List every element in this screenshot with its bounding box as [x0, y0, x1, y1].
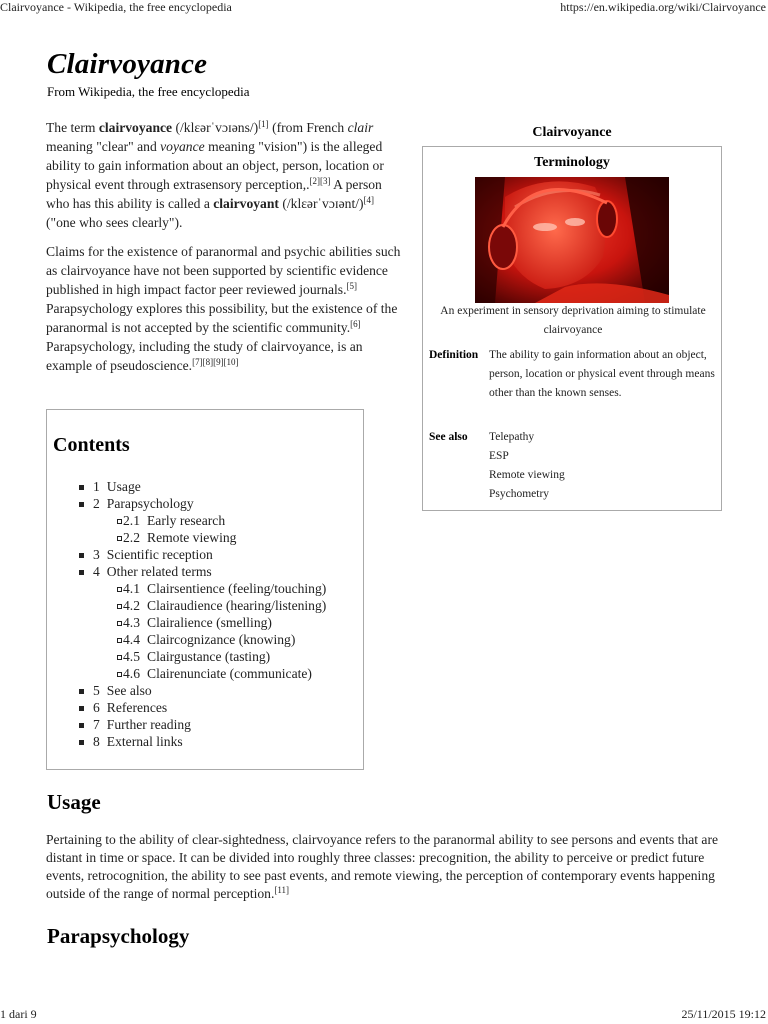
toc-number: 5	[93, 683, 100, 698]
toc-item-clairalience[interactable]	[79, 614, 326, 631]
text-run: A person who has this ability is called a	[46, 177, 382, 211]
bullet-icon	[79, 570, 84, 575]
toc-link-text[interactable]: Claircognizance (knowing)	[147, 632, 296, 647]
definition-label: Definition	[429, 349, 479, 361]
toc-number: 6	[93, 700, 100, 715]
infobox-image[interactable]	[475, 177, 669, 303]
text-run: The term	[46, 120, 99, 135]
italic-term: voyance	[160, 139, 205, 154]
bullet-icon	[79, 723, 84, 728]
sensory-deprivation-photo	[475, 177, 669, 303]
toc-link-text[interactable]: Clairenunciate (communicate)	[147, 666, 312, 681]
toc-item-usage[interactable]	[79, 478, 326, 495]
toc-link-text[interactable]: Clairaudience (hearing/listening)	[147, 598, 327, 613]
bullet-icon	[79, 502, 84, 507]
toc-number: 2.1	[123, 513, 140, 528]
text-run: Parapsychology, including the study of clairvoyance, is an example of pseudoscience.	[46, 339, 363, 373]
toc-link-text[interactable]: Further reading	[106, 717, 191, 732]
bullet-icon	[117, 519, 122, 524]
toc-item-further-reading[interactable]	[79, 716, 326, 733]
citation-link[interactable]: [2][3]	[309, 176, 331, 186]
pronunciation[interactable]: (/klɛərˈvɔɪəns/)	[172, 120, 259, 135]
toc-item-early-research[interactable]	[79, 512, 326, 529]
citation-link[interactable]: [5]	[346, 281, 357, 291]
toc-item-clairsentience[interactable]	[79, 580, 326, 597]
bullet-icon	[79, 706, 84, 711]
toc-number: 2	[93, 496, 100, 511]
print-timestamp: 25/11/2015 19:12	[681, 1007, 766, 1021]
page-counter: 1 dari 9	[0, 1007, 37, 1021]
toc-item-other-related-terms[interactable]	[79, 563, 326, 580]
bullet-icon	[79, 689, 84, 694]
infobox	[422, 146, 722, 511]
bullet-icon	[117, 672, 122, 677]
citation-link[interactable]: [7][8][9][10]	[192, 357, 239, 367]
infobox-subheading: Terminology	[534, 155, 610, 170]
usage-paragraph	[46, 831, 726, 903]
toc-link-text[interactable]: External links	[106, 734, 183, 749]
bullet-icon	[117, 655, 122, 660]
page-tagline: From Wikipedia, the free encyclopedia	[47, 84, 250, 99]
text-run: meaning "vision") is the alleged ability to gain information about an object, person, location or physical event through extrasensory perception,.	[46, 139, 384, 192]
section-heading-usage: Usage	[47, 790, 101, 814]
see-also-link-psychometry[interactable]: Psychometry	[489, 488, 550, 500]
toc-number: 4.1	[123, 581, 140, 596]
toc-link-text[interactable]: Remote viewing	[147, 530, 237, 545]
print-footer	[0, 1008, 768, 1024]
toc-number: 4.6	[123, 666, 140, 681]
italic-term: clair	[347, 120, 374, 135]
toc-item-references[interactable]	[79, 699, 326, 716]
toc-link-text[interactable]: Scientific reception	[106, 547, 213, 562]
toc-item-parapsychology[interactable]	[79, 495, 326, 512]
bullet-icon	[79, 485, 84, 490]
print-header	[0, 0, 768, 16]
see-also-label: See also	[429, 431, 468, 443]
citation-link[interactable]: [4]	[363, 195, 375, 205]
print-header-url: https://en.wikipedia.org/wiki/Clairvoyance	[560, 0, 766, 14]
bullet-icon	[117, 638, 122, 643]
toc-item-clairgustance[interactable]	[79, 648, 326, 665]
bullet-icon	[117, 587, 122, 592]
text-run: Claims for the existence of paranormal and psychic abilities such as clairvoyance have not been supported by scientific evidence published in high impact factor peer reviewed journals.	[46, 244, 401, 297]
toc-number: 4.5	[123, 649, 140, 664]
bullet-icon	[117, 621, 122, 626]
text-run: meaning "clear" and	[46, 139, 161, 154]
text-run: Pertaining to the ability of clear-sightedness, clairvoyance refers to the paranormal ability to see persons and events that are distant in time or space. It can be divided into roughly three classes: precognition, the ability to perceive or predict future events, retrocognition, the ability to see past events, and remote viewing, the perception of contemporary events happening outside of the range of normal perception.	[46, 832, 719, 901]
toc-link-text[interactable]: Clairgustance (tasting)	[147, 649, 271, 664]
toc-link-text[interactable]: Clairalience (smelling)	[147, 615, 272, 630]
toc-link-text[interactable]: Usage	[106, 479, 141, 494]
definition-value: The ability to gain information about an object, person, location or physical event through means other than the known senses.	[489, 349, 715, 399]
bold-term: clairvoyant	[213, 196, 279, 211]
toc-link-text[interactable]: Clairsentience (feeling/touching)	[147, 581, 327, 596]
see-also-link-telepathy[interactable]: Telepathy	[489, 431, 535, 443]
see-also-link-esp[interactable]: ESP	[489, 450, 509, 462]
toc-link-text[interactable]: Early research	[147, 513, 226, 528]
toc-number: 1	[93, 479, 100, 494]
see-also-link-remote-viewing[interactable]: Remote viewing	[489, 469, 565, 481]
citation-link[interactable]: [6]	[350, 319, 361, 329]
toc-number: 4.2	[123, 598, 140, 613]
toc-item-clairaudience[interactable]	[79, 597, 326, 614]
toc-link-text[interactable]: Other related terms	[106, 564, 212, 579]
bullet-icon	[79, 553, 84, 558]
toc-item-see-also[interactable]	[79, 682, 326, 699]
toc-number: 8	[93, 734, 100, 749]
citation-link[interactable]: [1]	[258, 119, 269, 129]
toc-item-scientific-reception[interactable]	[79, 546, 326, 563]
section-heading-parapsychology: Parapsychology	[47, 924, 190, 948]
intro-paragraph-1	[46, 118, 404, 232]
toc-number: 3	[93, 547, 100, 562]
toc-item-remote-viewing[interactable]	[79, 529, 326, 546]
toc-link-text[interactable]: References	[106, 700, 168, 715]
bullet-icon	[79, 740, 84, 745]
toc-number: 7	[93, 717, 100, 732]
page-title: Clairvoyance	[47, 48, 208, 80]
pronunciation[interactable]: (/klɛərˈvɔɪənt/)	[278, 196, 364, 211]
see-also-list	[489, 428, 717, 504]
text-run: ("one who sees clearly").	[46, 215, 183, 230]
citation-link[interactable]: [11]	[274, 885, 290, 895]
toc-link-text[interactable]: See also	[106, 683, 152, 698]
intro-paragraph-2	[46, 242, 404, 375]
toc-link-text[interactable]: Parapsychology	[106, 496, 194, 511]
toc-item-clairenunciate[interactable]	[79, 665, 326, 682]
bullet-icon	[117, 604, 122, 609]
toc-number: 4.4	[123, 632, 140, 647]
table-of-contents	[46, 409, 364, 770]
toc-item-external-links[interactable]	[79, 733, 326, 750]
toc-number: 2.2	[123, 530, 140, 545]
toc-title: Contents	[53, 434, 130, 456]
infobox-image-caption: An experiment in sensory deprivation aiming to stimulate clairvoyance	[440, 305, 706, 336]
toc-list	[79, 478, 326, 750]
bullet-icon	[117, 536, 122, 541]
toc-number: 4	[93, 564, 100, 579]
infobox-caption: Clairvoyance	[532, 125, 612, 140]
text-run: Parapsychology explores this possibility, but the existence of the paranormal is not accepted by the scientific community.	[46, 301, 398, 335]
bold-term: clairvoyance	[98, 120, 173, 135]
toc-number: 4.3	[123, 615, 140, 630]
toc-item-claircognizance[interactable]	[79, 631, 326, 648]
text-run: (from French	[268, 120, 348, 135]
print-header-title: Clairvoyance - Wikipedia, the free encyclopedia	[0, 0, 232, 14]
